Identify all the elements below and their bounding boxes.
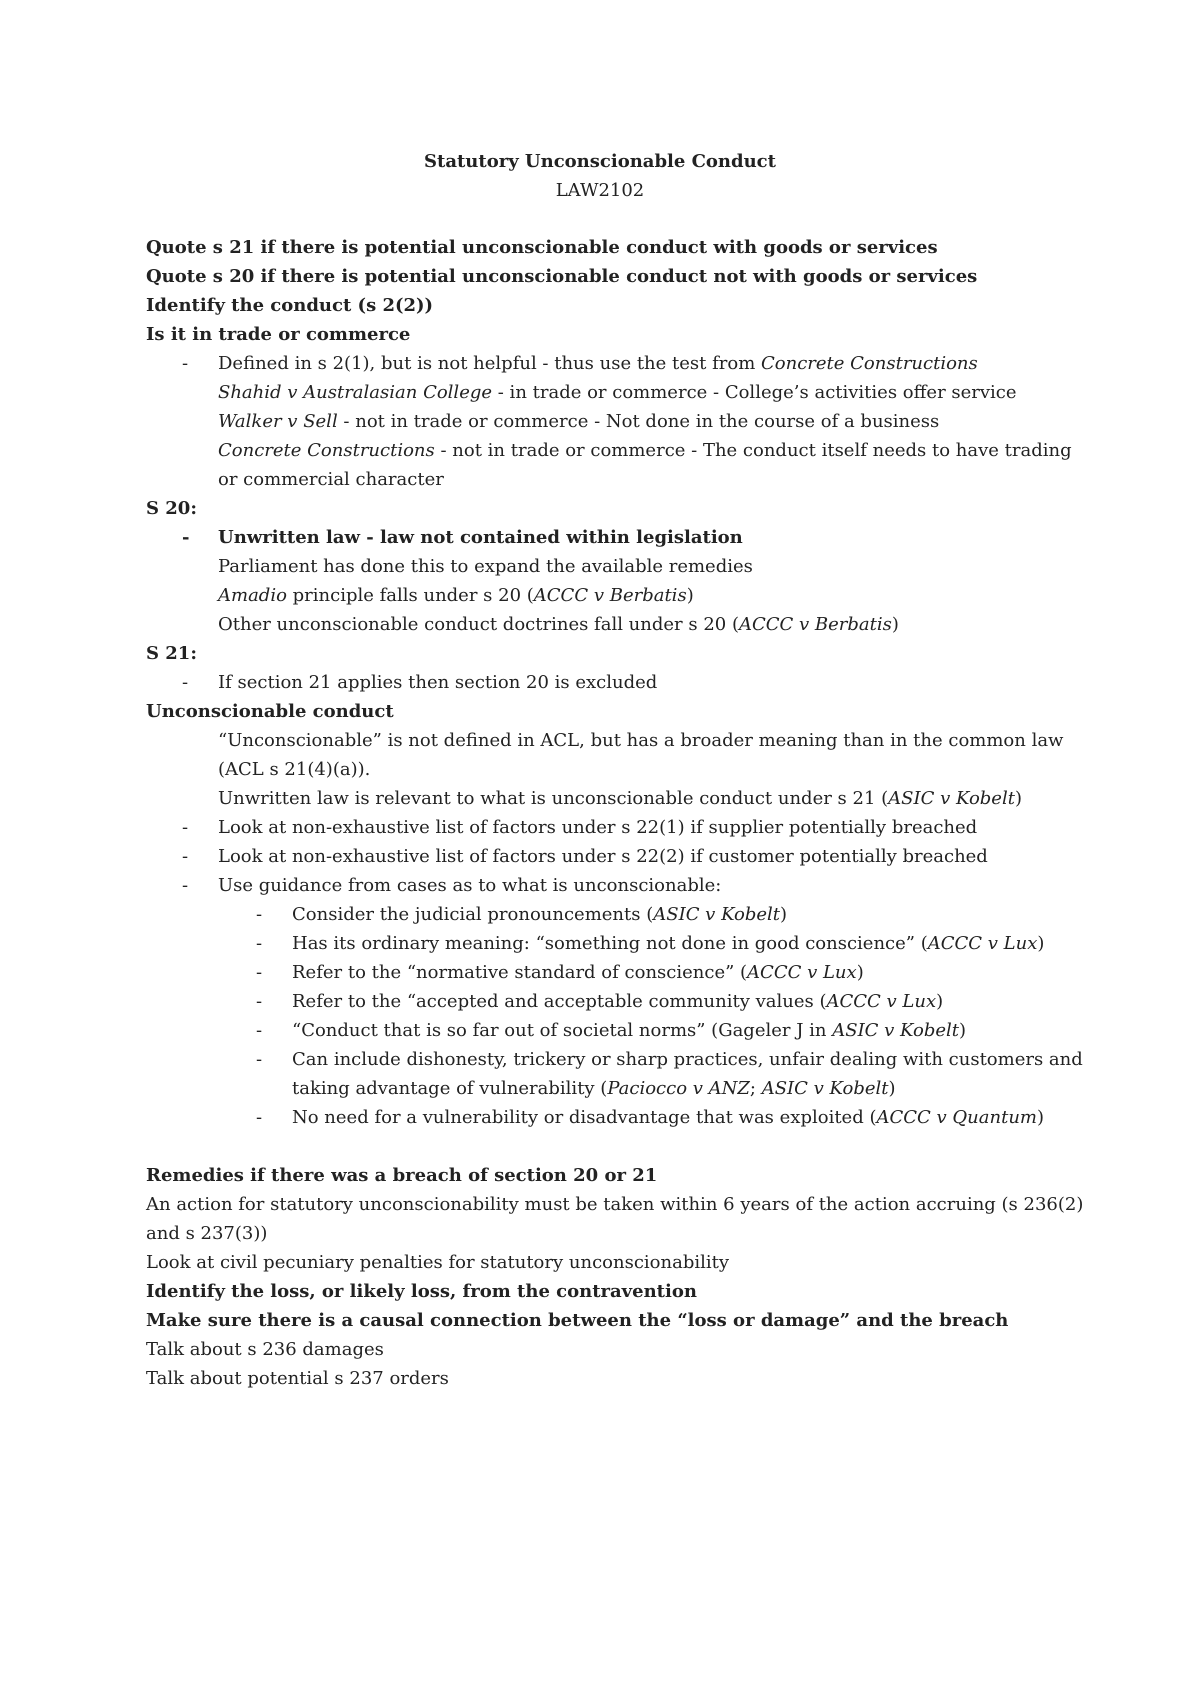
case-name: ACCC v Berbatis: [738, 614, 892, 635]
case-name: ASIC v Kobelt: [832, 1020, 960, 1041]
bullet-dash: -: [256, 1020, 263, 1041]
bullet-dash: -: [256, 1049, 263, 1070]
case-name: Concrete Constructions: [218, 440, 435, 461]
case-name: ASIC v Kobelt: [653, 904, 781, 925]
s21-heading: S 21:: [146, 643, 197, 664]
sub-list-item: - Refer to the “accepted and acceptable community values (ACCC v Lux): [292, 987, 1086, 1016]
case-name: ACCC v Quantum: [876, 1107, 1037, 1128]
identify-loss-heading: Identify the loss, or likely loss, from the contravention: [146, 1281, 697, 1302]
paragraph: Talk about potential s 237 orders: [146, 1368, 449, 1389]
case-name: Concrete Constructions: [761, 353, 978, 374]
remedies-heading: Remedies if there was a breach of section 20 or 21: [146, 1165, 658, 1186]
sub-list-item: - Has its ordinary meaning: “something not done in good conscience” (ACCC v Lux): [292, 929, 1086, 958]
case-name: ACCC v Lux: [927, 933, 1038, 954]
bullet-dash: -: [182, 875, 189, 896]
case-name: Walker v Sell: [218, 411, 338, 432]
list-item: Parliament has done this to expand the available remedies: [218, 556, 753, 577]
sub-list-item: - No need for a vulnerability or disadvantage that was exploited (ACCC v Quantum): [292, 1103, 1086, 1132]
bullet-dash: -: [182, 672, 189, 693]
list-item: - Look at non-exhaustive list of factors under s 22(1) if supplier potentially breached: [218, 813, 1086, 842]
identify-conduct-heading: Identify the conduct (s 2(2)): [146, 295, 434, 316]
bullet-dash: -: [256, 933, 263, 954]
list-item: - Defined in s 2(1), but is not helpful - thus use the test from Concrete Constructions: [218, 349, 1086, 378]
case-name: Shahid v Australasian College: [218, 382, 493, 403]
quote-s20-heading: Quote s 20 if there is potential unconscionable conduct not with goods or services: [146, 266, 978, 287]
paragraph: Look at civil pecuniary penalties for statutory unconscionability: [146, 1252, 730, 1273]
list-item: - Unwritten law - law not contained within legislation: [218, 523, 1086, 552]
bullet-dash: -: [182, 353, 189, 374]
trade-commerce-heading: Is it in trade or commerce: [146, 324, 411, 345]
bullet-dash: -: [256, 1107, 263, 1128]
s20-heading: S 20:: [146, 498, 197, 519]
list-item: - If section 21 applies then section 20 is excluded: [218, 668, 1086, 697]
course-code: LAW2102: [555, 180, 645, 201]
unconscionable-heading: Unconscionable conduct: [146, 701, 394, 722]
bullet-dash: -: [182, 527, 190, 548]
document-title: Statutory Unconscionable Conduct: [424, 151, 776, 172]
list-item: Walker v Sell - not in trade or commerce - Not done in the course of a business: [218, 411, 940, 432]
list-item: - Look at non-exhaustive list of factors under s 22(2) if customer potentially breached: [218, 842, 1086, 871]
causal-connection-heading: Make sure there is a causal connection between the “loss or damage” and the breach: [146, 1310, 1009, 1331]
document-header: [0, 147, 1200, 205]
sub-list-item: - “Conduct that is so far out of societal norms” (Gageler J in ASIC v Kobelt): [292, 1016, 1086, 1045]
case-name: Paciocco v ANZ: [607, 1078, 750, 1099]
list-item: Other unconscionable conduct doctrines fall under s 20 (ACCC v Berbatis): [218, 614, 899, 635]
list-item: - Use guidance from cases as to what is unconscionable:: [218, 871, 1086, 900]
spacer: [146, 1132, 1086, 1161]
list-item: “Unconscionable” is not defined in ACL, but has a broader meaning than in the common law (ACL s 21(4)(a)).: [218, 730, 1064, 780]
list-item: Amadio principle falls under s 20 (ACCC v Berbatis): [218, 585, 694, 606]
case-name: ACCC v Berbatis: [533, 585, 687, 606]
case-name: ACCC v Lux: [747, 962, 857, 983]
sub-list-item: - Refer to the “normative standard of conscience” (ACCC v Lux): [292, 958, 1086, 987]
bullet-dash: -: [256, 991, 263, 1012]
case-name: ASIC v Kobelt: [888, 788, 1015, 809]
case-name: ACCC v Lux: [826, 991, 937, 1012]
bullet-dash: -: [182, 817, 189, 838]
bullet-dash: -: [256, 962, 263, 983]
paragraph: Talk about s 236 damages: [146, 1339, 384, 1360]
list-item: Shahid v Australasian College - in trade or commerce - College’s activities offer service: [218, 382, 1017, 403]
list-item: Unwritten law is relevant to what is unconscionable conduct under s 21 (ASIC v Kobelt): [218, 788, 1022, 809]
list-item: Concrete Constructions - not in trade or commerce - The conduct itself needs to have trading or commercial character: [218, 440, 1072, 490]
sub-list-item: - Can include dishonesty, trickery or sharp practices, unfair dealing with customers and taking advantage of vulnerability (Paciocco v ANZ; ASIC v Kobelt): [292, 1045, 1086, 1103]
quote-s21-heading: Quote s 21 if there is potential unconscionable conduct with goods or services: [146, 237, 938, 258]
bullet-dash: -: [256, 904, 263, 925]
case-name: Amadio: [218, 585, 287, 606]
case-name: ASIC v Kobelt: [761, 1078, 889, 1099]
bullet-dash: -: [182, 846, 189, 867]
paragraph: An action for statutory unconscionability must be taken within 6 years of the action accruing (s 236(2) and s 237(3)): [146, 1194, 1084, 1244]
document-body: [146, 233, 1086, 1393]
sub-list-item: - Consider the judicial pronouncements (ASIC v Kobelt): [292, 900, 1086, 929]
